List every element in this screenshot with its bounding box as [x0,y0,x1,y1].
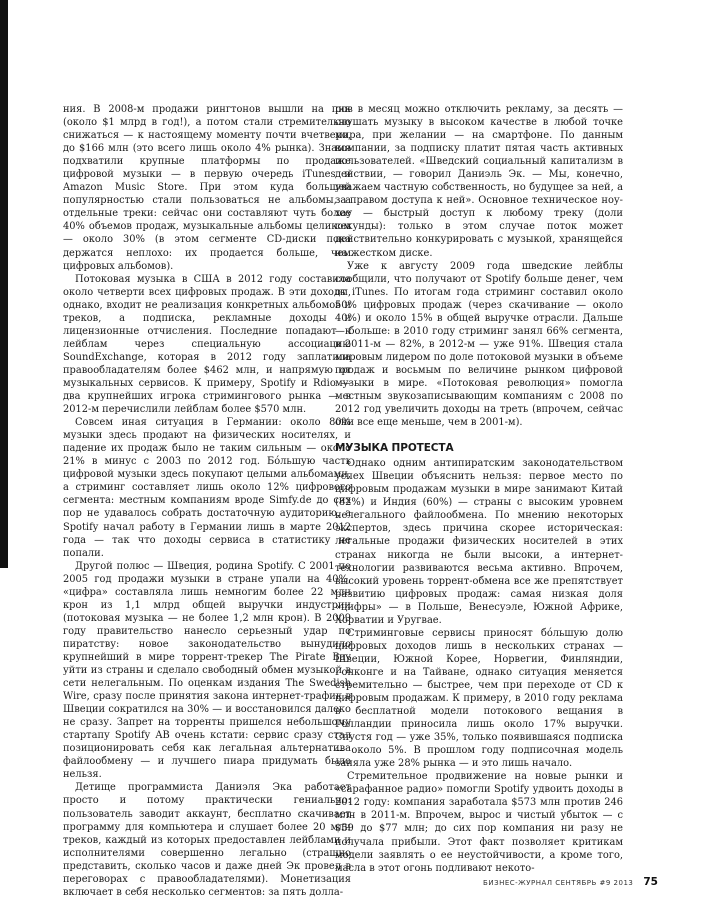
paragraph: Совсем иная ситуация в Германии: около 80% музыки здесь продают на физических носителях, и падение их продаж было не таким сильным — около 21% в минус с 2003 по 2012 год. Бо́льшую часть цифровой музыки здесь покупают целыми альбомами, а стриминг составляет лишь около 12% цифрового сегмента: местным компаниям вроде Simfy.de до сих пор не удавалось собрать достаточную аудиторию, а Spotify начал работу в Германии лишь в марте 2012 года — так что доходы сервиса в статистику не попали. [63,417,351,559]
paragraph: ния. В 2008-м продажи рингтонов вышли на пик (около $1 млрд в год!), а потом стали стремительно снижаться — к настоящему моменту почти вчетверо, до $166 млн (это всего лишь около 4% рынка). Знамя подхватили крупные платформы по продаже цифровой музыки — в первую очередь iTunes и Amazon Music Store. При этом куда большей популярностью стали пользоваться не альбомы, а отдельные треки: сейчас они составляют чуть более 40% объемов продаж, музыкальные альбомы целиком — около 30% (в этом сегменте CD-диски пока держатся неплохо: их продается больше, чем цифровых альбомов). [63,104,351,272]
section-heading: МУЗЫКА ПРОТЕСТА [335,442,454,455]
page-number: 75 [643,876,658,888]
paragraph: Детище программиста Даниэля Эка работает просто и потому практически гениально: пользователь заводит аккаунт, бесплатно скачивает программу для компьютера и слушает более 20 млн треков, каждый из которых предоставлен лейблами и исполнителями совершенно легально (страшно представить, сколько часов и даже дней Эк провел в переговорах с правообладателями). Монетизация включает в себя несколько сегментов: за пять долла- [63,782,351,898]
paragraph: Однако одним антипиратским законодательством успех Швеции объяснить нельзя: первое место по цифровым продажам музыки в мире занимают Китай (82%) и Индия (60%) — страны с высоким уровнем нелегального файлообмена. По мнению некоторых экспертов, здесь причина скорее историческая: легальные продажи физических носителей в этих странах никогда не были высоки, а интернет-технологии развиваются весьма активно. Впрочем, высокий уровень торрент-обмена все же препятствует развитию цифровых продаж: самая низкая доля «цифры» — в Польше, Венесуэле, Южной Африке, Хорватии и Уругвае. [335,458,623,626]
paragraph: Потоковая музыка в США в 2012 году составила около четверти всех цифровых продаж. В эти доходы, однако, входит не реализация конкретных альбомов и треков, а подписка, рекламные доходы и лицензионные отчисления. Последние попадают к лейблам через специальную ассоциацию SoundExchange, которая в 2012 году заплатила правообладателям более $462 млн, и напрямую от музыкальных сервисов. К примеру, Spotify и Rdio — два крупнейших игрока стримингового рынка — в 2012-м перечислили лейблам более $570 млн. [63,273,351,416]
paragraph: Другой полюс — Швеция, родина Spotify. С 2001 по 2005 год продажи музыки в стране упали на 40%, «цифра» составляла лишь немногим более 22 млн крон из 1,1 млрд общей выручки индустрии (потоковая музыка — не более 1,2 млн крон). В 2009 году правительство нанесло серьезный удар по пиратству: новое законодательство вынудило крупнейший в мире торрент-трекер The Pirate Bay уйти из страны и сделало свободный обмен музыкой в сети нелегальным. По оценкам издания The Swedish Wire, сразу после принятия закона интернет-трафик в Швеции сократился на 30% — и восстановился далеко не сразу. Запрет на торренты пришелся небольшому стартапу Spotify AB очень кстати: сервис сразу стал позиционировать себя как легальная альтернатива файлообмену — и лучшего пиара придумать было нельзя. [63,560,351,781]
paragraph: ров в месяц можно отключить рекламу, за десять — слушать музыку в высоком качестве в любой точке мира, при желании — на смартфоне. По данным компании, за подписку платит пятая часть активных пользователей. «Шведский социальный капитализм в действии, — говорил Даниэль Эк. — Мы, конечно, уважаем частную собственность, но будущее за ней, а за правом доступа к ней». Основное техническое ноу-хау — быстрый доступ к любому треку (доли секунды): только в этом случае поток может действительно конкурировать с музыкой, хранящейся на жестком диске. [335,104,623,259]
paragraph: Уже к августу 2009 года шведские лейблы сообщили, что получают от Spotify больше денег, чем от iTunes. По итогам года стриминг составил около 50% цифровых продаж (через скачивание — около 40%) и около 15% в общей выручке отрасли. Дальше — больше: в 2010 году стриминг занял 66% сегмента, в 2011-м — 82%, в 2012-м — уже 91%. Швеция стала мировым лидером по доле потоковой музыки в объеме продаж и восьмым по величине рынком цифровой музыки в мире. «Потоковая революция» помогла местным звукозаписывающим компаниям с 2008 по 2012 год увеличить доходы на треть (впрочем, сейчас они все еще меньше, чем в 2001-м). [335,260,623,429]
paragraph: Стриминговые сервисы приносят бо́льшую долю цифровых доходов лишь в нескольких странах — Швеции, Южной Корее, Норвегии, Финляндии, Гонконге и на Тайване, однако ситуация меняется стремительно — быстрее, чем при переходе от CD к цифровым продажам. К примеру, в 2010 году реклама в бесплатной модели потокового вещания в Голландии приносила лишь около 17% выручки. Спустя год — уже 35%, только появившаяся подписка — около 5%. В прошлом году подписочная модель заняла уже 28% рынка — и это лишь начало. [335,627,623,770]
article-column-left [63,103,351,899]
article-column-right [335,103,623,875]
page-footer [483,876,658,888]
page-edge-tab [0,0,8,568]
paragraph: Стремительное продвижение на новые рынки и «сарафанное радио» помогли Spotify удвоить доходы в 2012 году: компания заработала $573 млн против 246 млн в 2011-м. Впрочем, вырос и чистый убыток — с $59 до $77 млн; до сих пор компания ни разу не получала прибыли. Этот факт позволяет критикам модели заявлять о ее неустойчивости, а кроме того, масла в этот огонь подливают некото- [335,771,623,874]
magazine-issue-label: БИЗНЕС-ЖУРНАЛ СЕНТЯБРЬ #9 2013 [483,879,634,887]
